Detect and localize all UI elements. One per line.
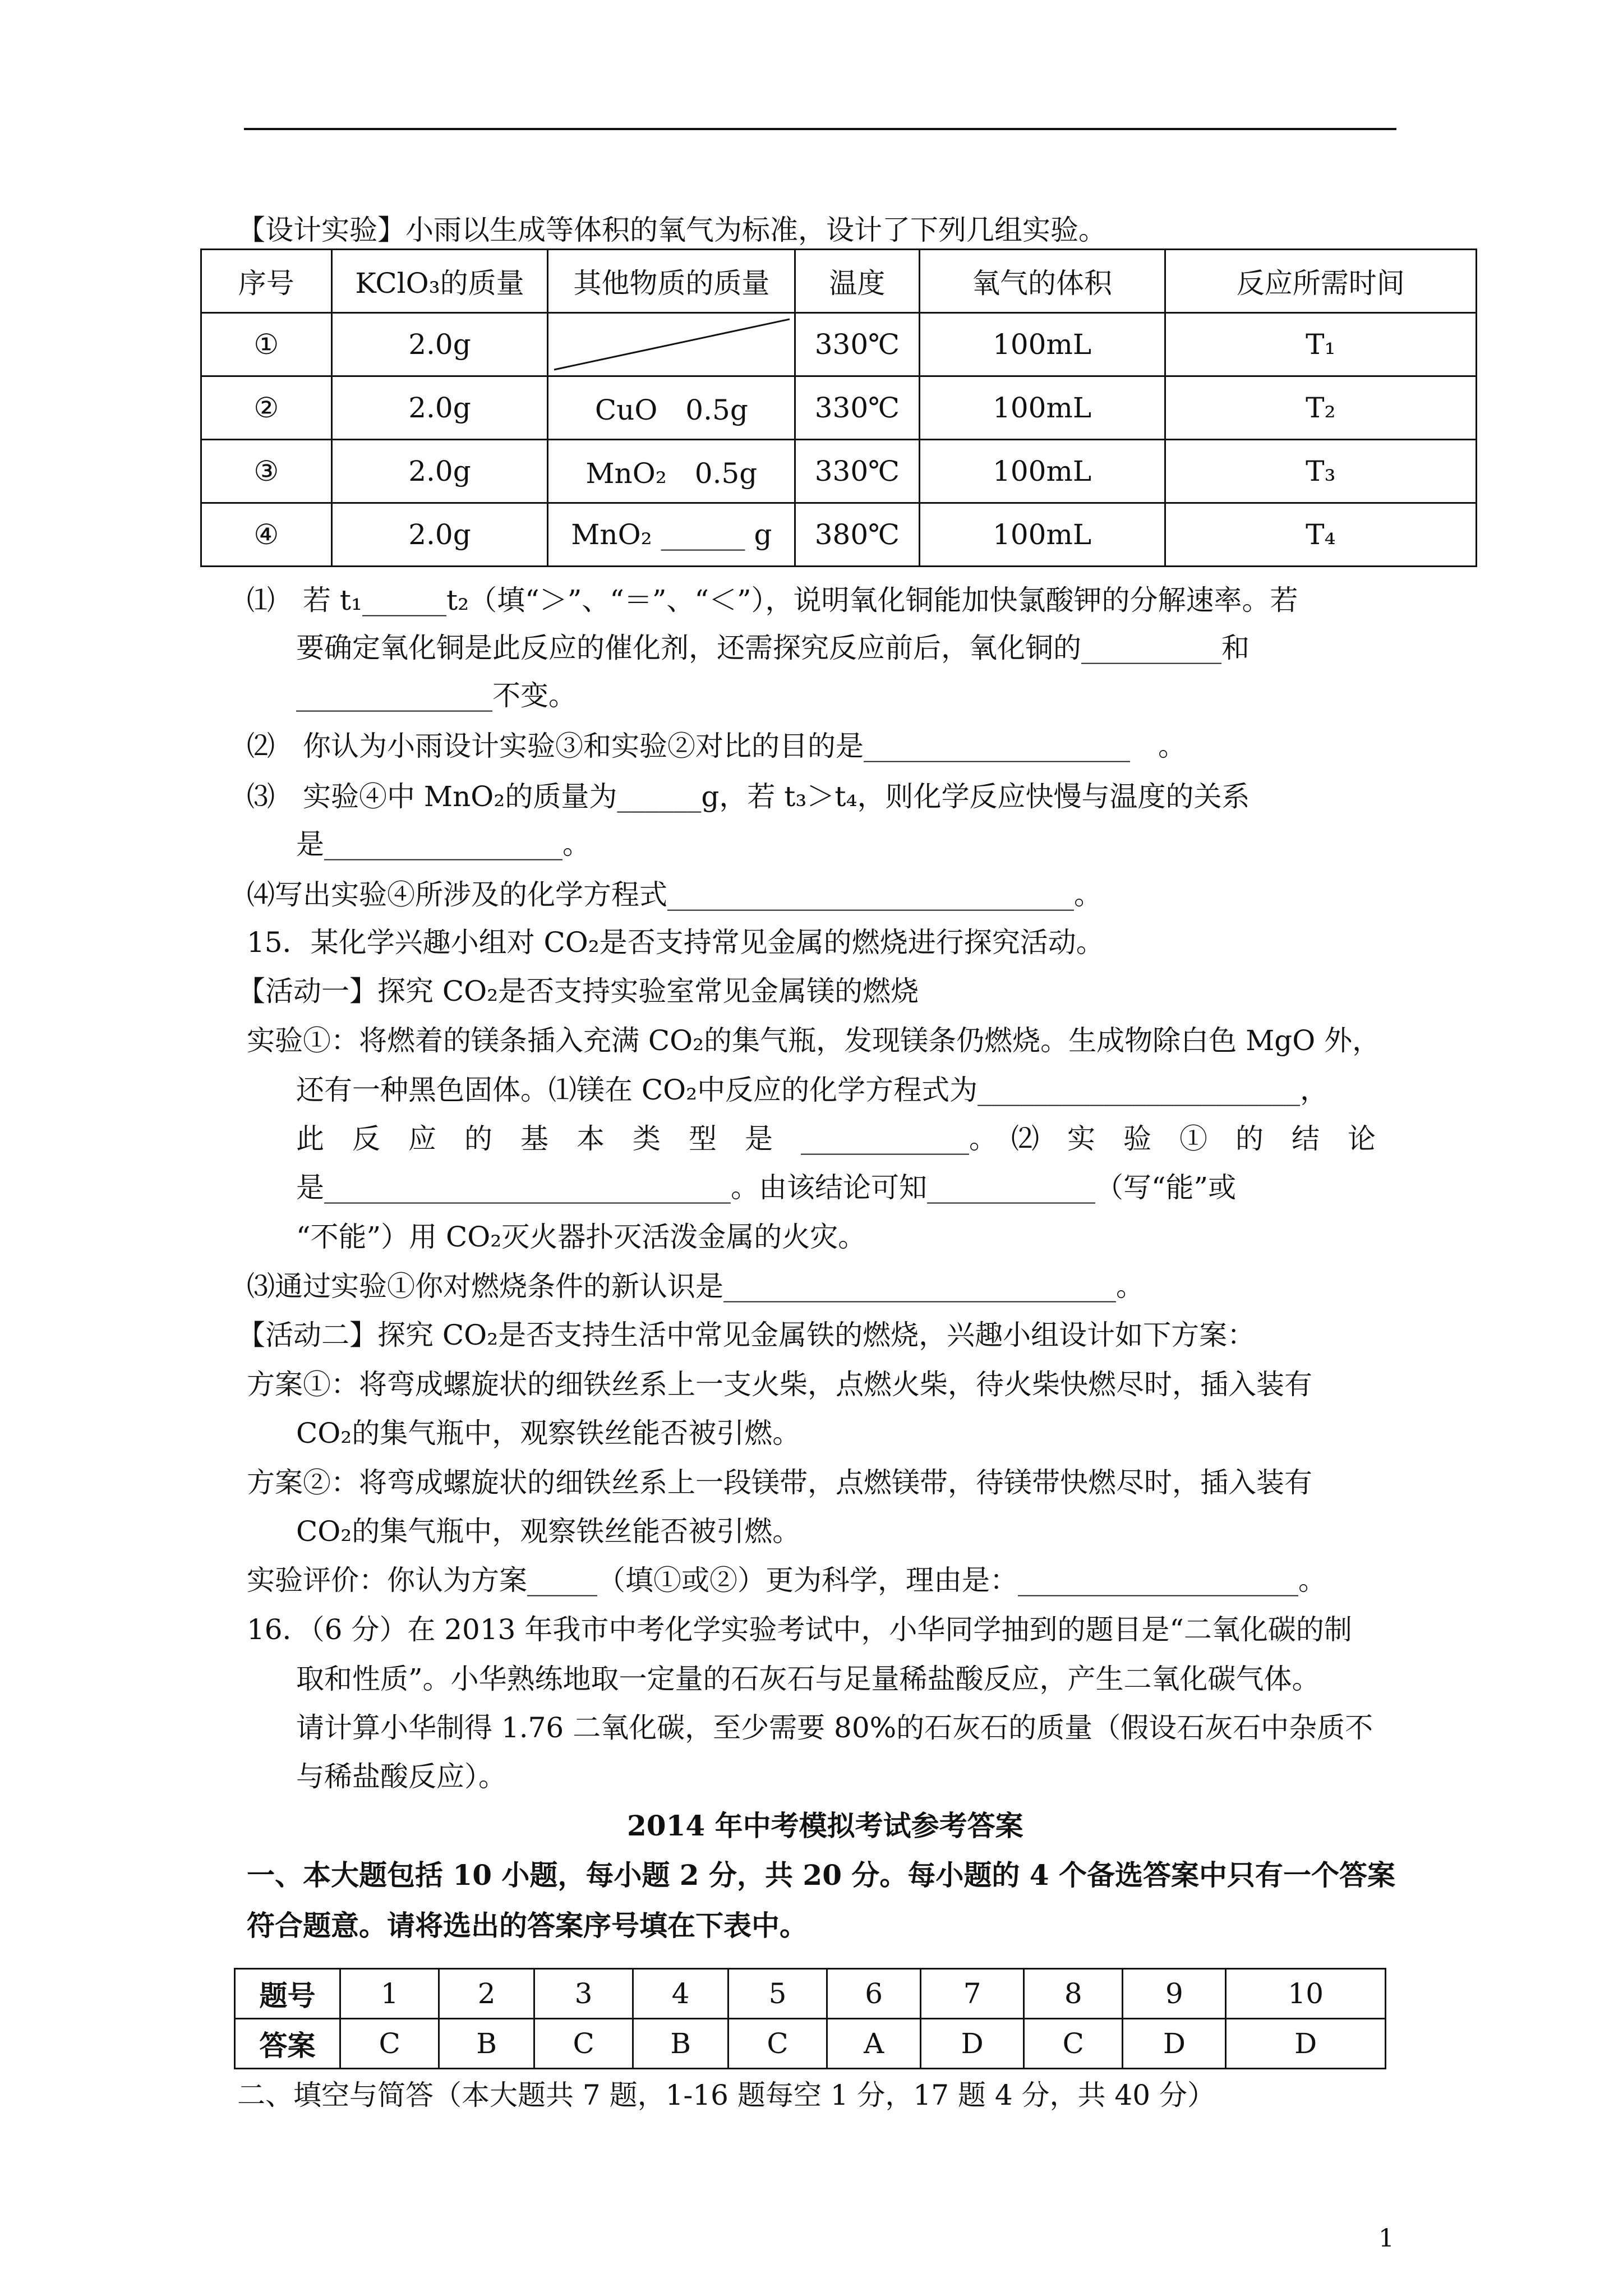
question-1-line-1: ⑴ 若 t₁______t₂（填“＞”、“＝”、“＜”），说明氧化铜能加快氯酸钾的分解速率。若 bbox=[247, 584, 1298, 616]
table-cell: 100mL bbox=[919, 503, 1165, 567]
table-row bbox=[201, 313, 1477, 376]
table-cell: 100mL bbox=[919, 313, 1165, 376]
question-1-line-3: ______________不变。 bbox=[296, 679, 577, 712]
activity-2-header: 【活动二】探究 CO₂是否支持生活中常见金属铁的燃烧，兴趣小组设计如下方案： bbox=[237, 1319, 1256, 1351]
table-cell: 100mL bbox=[919, 440, 1165, 503]
plan-2-line-2: CO₂的集气瓶中，观察铁丝能否被引燃。 bbox=[296, 1515, 801, 1548]
header-cell: 氧气的体积 bbox=[919, 250, 1165, 313]
question-1-line-2: 要确定氧化铜是此反应的催化剂，还需探究反应前后，氧化铜的__________和 bbox=[296, 632, 1249, 664]
question-16-line-1: 16．（6 分）在 2013 年我市中考化学实验考试中，小华同学抽到的题目是“二氧化碳的制 bbox=[247, 1613, 1352, 1646]
table-cell: 9 bbox=[1123, 1969, 1226, 2019]
table-cell: 2.0g bbox=[331, 376, 548, 440]
evaluation-line: 实验评价：你认为方案_____（填①或②）更为科学，理由是：____________________。 bbox=[247, 1564, 1326, 1596]
header-cell: 其他物质的质量 bbox=[548, 250, 795, 313]
experiment-1-line-4: 是_____________________________。由该结论可知____________（写“能”或 bbox=[296, 1171, 1237, 1204]
section-1-line-1: 一、本大题包括 10 小题，每小题 2 分，共 20 分。每小题的 4 个备选答案中只有一个答案 bbox=[247, 1858, 1395, 1892]
question-3b: ⑶通过实验①你对燃烧条件的新认识是____________________________。 bbox=[247, 1270, 1144, 1303]
table-cell: 330℃ bbox=[795, 440, 919, 503]
table-cell: 3 bbox=[534, 1969, 633, 2019]
table-cell: C bbox=[340, 2019, 439, 2069]
table-cell: 8 bbox=[1024, 1969, 1123, 2019]
question-2: ⑵ 你认为小雨设计实验③和实验②对比的目的是___________________ 。 bbox=[247, 730, 1186, 762]
header-rule bbox=[244, 128, 1396, 130]
header-cell: 反应所需时间 bbox=[1165, 250, 1476, 313]
table-cell: MnO₂ 0.5g bbox=[548, 440, 795, 503]
answer-table-answer-row bbox=[235, 2019, 1386, 2069]
table-cell: B bbox=[439, 2019, 534, 2069]
plan-1-line-2: CO₂的集气瓶中，观察铁丝能否被引燃。 bbox=[296, 1417, 801, 1450]
table-cell: A bbox=[827, 2019, 921, 2069]
table-cell: 330℃ bbox=[795, 313, 919, 376]
table-cell: ② bbox=[201, 376, 332, 440]
table-cell: T₃ bbox=[1165, 440, 1476, 503]
answer-title: 2014 年中考模拟考试参考答案 bbox=[627, 1809, 1023, 1842]
question-3-line-1: ⑶ 实验④中 MnO₂的质量为______g，若 t₃＞t₄，则化学反应快慢与温度的关系 bbox=[247, 780, 1250, 813]
table-cell: 330℃ bbox=[795, 376, 919, 440]
table-cell: C bbox=[1024, 2019, 1123, 2069]
table-cell: ① bbox=[201, 313, 332, 376]
question-16-line-2: 取和性质”。小华熟练地取一定量的石灰石与足量稀盐酸反应，产生二氧化碳气体。 bbox=[296, 1663, 1320, 1695]
plan-2-line-1: 方案②：将弯成螺旋状的细铁丝系上一段镁带，点燃镁带，待镁带快燃尽时，插入装有 bbox=[247, 1466, 1312, 1499]
table-cell: T₄ bbox=[1165, 503, 1476, 567]
page-number: 1 bbox=[1378, 2224, 1394, 2253]
question-3-line-2: 是_________________。 bbox=[296, 828, 591, 861]
table-cell: 2.0g bbox=[331, 440, 548, 503]
table-cell: D bbox=[1123, 2019, 1226, 2069]
experiment-1-line-1: 实验①：将燃着的镁条插入充满 CO₂的集气瓶，发现镁条仍燃烧。生成物除白色 MgO 外， bbox=[247, 1024, 1381, 1057]
question-4: ⑷写出实验④所涉及的化学方程式_____________________________。 bbox=[247, 878, 1102, 911]
table-cell: T₁ bbox=[1165, 313, 1476, 376]
row-label: 题号 bbox=[235, 1969, 340, 2019]
table-cell: C bbox=[534, 2019, 633, 2069]
table-cell: T₂ bbox=[1165, 376, 1476, 440]
table-cell: 4 bbox=[633, 1969, 728, 2019]
question-16-line-4: 与稀盐酸反应）。 bbox=[296, 1760, 506, 1793]
design-experiment-header: 【设计实验】小雨以生成等体积的氧气为标准，设计了下列几组实验。 bbox=[237, 214, 1106, 246]
answer-table bbox=[234, 1968, 1386, 2069]
experiment-1-line-2: 还有一种黑色固体。⑴镁在 CO₂中反应的化学方程式为_______________________， bbox=[296, 1074, 1329, 1106]
table-cell: 380℃ bbox=[795, 503, 919, 567]
diagonal-empty-cell bbox=[548, 313, 795, 376]
table-cell: MnO₂ ______ g bbox=[548, 503, 795, 567]
table-row bbox=[201, 376, 1477, 440]
table-cell: 100mL bbox=[919, 376, 1165, 440]
table-cell: ④ bbox=[201, 503, 332, 567]
section-2-header: 二、填空与简答（本大题共 7 题，1-16 题每空 1 分，17 题 4 分，共 40 分） bbox=[237, 2079, 1215, 2111]
table-cell: 2 bbox=[439, 1969, 534, 2019]
question-16-line-3: 请计算小华制得 1.76 二氧化碳，至少需要 80%的石灰石的质量（假设石灰石中杂质不 bbox=[296, 1711, 1373, 1744]
table-cell: D bbox=[921, 2019, 1024, 2069]
header-cell: 序号 bbox=[201, 250, 332, 313]
table-header-row bbox=[201, 250, 1477, 313]
table-cell: CuO 0.5g bbox=[548, 376, 795, 440]
table-cell: C bbox=[728, 2019, 827, 2069]
activity-1-header: 【活动一】探究 CO₂是否支持实验室常见金属镁的燃烧 bbox=[237, 975, 919, 1007]
answer-table-number-row bbox=[235, 1969, 1386, 2019]
table-row bbox=[201, 440, 1477, 503]
experiment-1-line-5: “不能”）用 CO₂灭火器扑灭活泼金属的火灾。 bbox=[296, 1221, 866, 1253]
table-cell: D bbox=[1226, 2019, 1386, 2069]
table-cell: 2.0g bbox=[331, 313, 548, 376]
table-cell: 10 bbox=[1226, 1969, 1386, 2019]
row-label: 答案 bbox=[235, 2019, 340, 2069]
table-cell: 7 bbox=[921, 1969, 1024, 2019]
diagonal-line bbox=[548, 314, 795, 375]
table-cell: ③ bbox=[201, 440, 332, 503]
table-cell: 1 bbox=[340, 1969, 439, 2019]
header-cell: 温度 bbox=[795, 250, 919, 313]
experiment-table bbox=[200, 249, 1477, 567]
table-cell: 5 bbox=[728, 1969, 827, 2019]
question-15: 15．某化学兴趣小组对 CO₂是否支持常见金属的燃烧进行探究活动。 bbox=[247, 926, 1104, 959]
experiment-1-line-3: 此 反 应 的 基 本 类 型 是 ____________。 ⑵ 实 验 ① 的 结 论 bbox=[296, 1122, 1376, 1155]
table-cell: 2.0g bbox=[331, 503, 548, 567]
table-cell: B bbox=[633, 2019, 728, 2069]
plan-1-line-1: 方案①：将弯成螺旋状的细铁丝系上一支火柴，点燃火柴，待火柴快燃尽时，插入装有 bbox=[247, 1368, 1312, 1401]
section-1-line-2: 符合题意。请将选出的答案序号填在下表中。 bbox=[247, 1909, 808, 1942]
table-row bbox=[201, 503, 1477, 567]
header-cell: KClO₃的质量 bbox=[331, 250, 548, 313]
table-cell: 6 bbox=[827, 1969, 921, 2019]
